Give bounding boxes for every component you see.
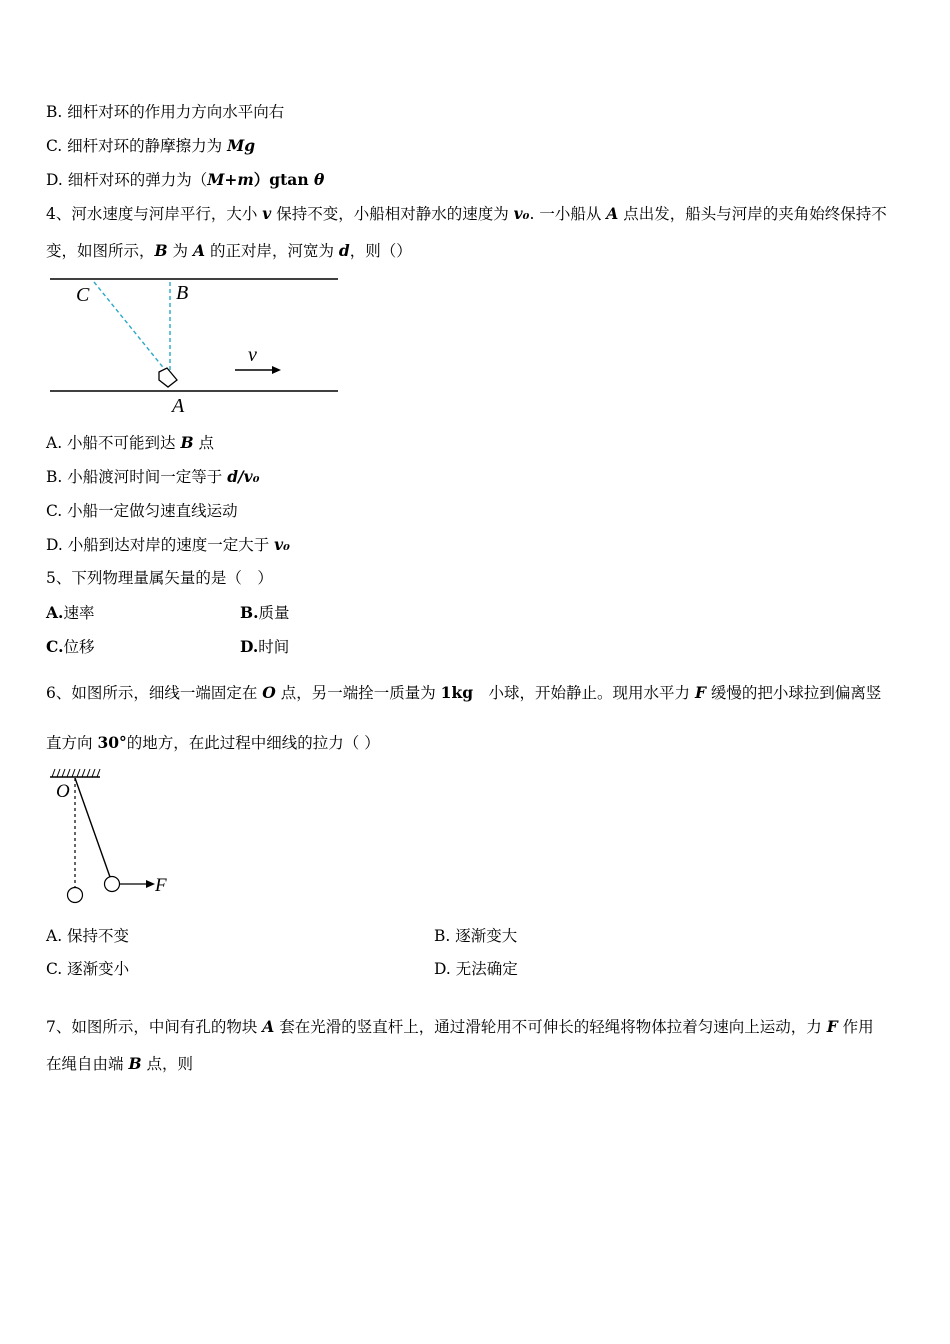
q4-option-b-var: d/v₀ bbox=[227, 467, 260, 486]
q6-stem-line2 bbox=[46, 733, 380, 753]
q4-option-d-text: D. 小船到达对岸的速度一定大于 bbox=[46, 536, 275, 554]
q6-angle: 30° bbox=[97, 733, 127, 752]
q4-stem-line1 bbox=[46, 204, 887, 224]
q3-option-c-text: C. 细杆对环的静摩擦力为 bbox=[46, 137, 228, 155]
q4-option-c bbox=[46, 501, 238, 521]
boat-icon bbox=[159, 368, 177, 387]
q4-text: ，则（） bbox=[349, 242, 412, 260]
q6-text: 直方向 bbox=[46, 734, 98, 752]
q3-option-d-var: M+m bbox=[207, 170, 254, 189]
q4-option-a bbox=[46, 433, 214, 453]
q4-var-a: A bbox=[606, 204, 619, 223]
q3-option-d-mid: ）g bbox=[253, 170, 281, 189]
q6-option-d bbox=[434, 959, 518, 979]
q4-text: 点出发，船头与河岸的夹角始终保持不 bbox=[618, 205, 887, 223]
q7-var-a: A bbox=[262, 1017, 275, 1036]
q5-option-a-label: A. bbox=[46, 603, 64, 622]
initial-ball bbox=[68, 888, 83, 903]
label-c: C bbox=[76, 284, 90, 306]
q7-var-b: B bbox=[128, 1054, 142, 1073]
q4-var-b: B bbox=[154, 241, 168, 260]
q6-option-b bbox=[434, 926, 517, 946]
q4-option-d bbox=[46, 535, 290, 555]
q4-var-a: A bbox=[192, 241, 206, 260]
q4-option-b-text: B. 小船渡河时间一定等于 bbox=[46, 468, 228, 486]
q6-text: 小球，开始静止。现用水平力 bbox=[473, 684, 695, 702]
label-a: A bbox=[172, 395, 185, 417]
q4-var-v: v bbox=[262, 204, 272, 223]
label-v: v bbox=[248, 344, 257, 366]
ceiling-hatching bbox=[52, 769, 100, 777]
q5-option-b-label: B. bbox=[240, 603, 259, 622]
q6-text: 的地方，在此过程中细线的拉力（ ） bbox=[126, 734, 380, 752]
q7-text: 7、如图所示，中间有孔的物块 bbox=[46, 1018, 263, 1036]
q5-stem-text: 5、下列物理量属矢量的是（ ） bbox=[46, 569, 273, 587]
q6-option-c-text: C. 逐渐变小 bbox=[46, 960, 130, 978]
q6-var-o: O bbox=[262, 683, 276, 702]
label-o: O bbox=[56, 781, 70, 802]
q6-mass: 1kg bbox=[440, 683, 474, 702]
q5-option-b bbox=[240, 603, 290, 623]
q4-text: 为 bbox=[167, 242, 193, 260]
q5-option-d bbox=[240, 637, 289, 657]
q7-text: 点，则 bbox=[141, 1055, 193, 1073]
q3-option-c-var: Mg bbox=[227, 136, 256, 155]
q4-text: 4、河水速度与河岸平行，大小 bbox=[46, 205, 263, 223]
q5-option-c-text: 位移 bbox=[63, 638, 95, 656]
force-arrow-head bbox=[146, 880, 155, 888]
q5-option-d-text: 时间 bbox=[258, 638, 290, 656]
q3-option-d-text: D. 细杆对环的弹力为（ bbox=[46, 171, 208, 189]
q6-pendulum-figure bbox=[44, 764, 184, 908]
q5-option-b-text: 质量 bbox=[258, 604, 290, 622]
q4-option-a-suffix: 点 bbox=[193, 434, 215, 452]
q4-option-b bbox=[46, 467, 259, 487]
q4-text: 保持不变，小船相对静水的速度为 bbox=[271, 205, 514, 223]
q6-option-a bbox=[46, 926, 129, 946]
q5-option-c-label: C. bbox=[46, 637, 64, 656]
q4-stem-line2 bbox=[46, 241, 412, 261]
q4-text: 变，如图所示， bbox=[46, 242, 155, 260]
q3-option-b bbox=[46, 102, 284, 122]
q7-text: 在绳自由端 bbox=[46, 1055, 129, 1073]
q5-option-c bbox=[46, 637, 94, 657]
q7-var-f: F bbox=[826, 1017, 838, 1036]
q5-option-a bbox=[46, 603, 94, 623]
q6-text: 6、如图所示，细线一端固定在 bbox=[46, 684, 263, 702]
dashed-line-to-c bbox=[94, 282, 166, 371]
pulled-ball bbox=[105, 877, 120, 892]
q3-option-b-text: B. 细杆对环的作用力方向水平向右 bbox=[46, 103, 285, 121]
q4-var-d: d bbox=[338, 241, 350, 260]
q4-text: 的正对岸，河宽为 bbox=[205, 242, 339, 260]
q6-text: 缓慢的把小球拉到偏离竖 bbox=[706, 684, 882, 702]
q7-text: 套在光滑的竖直杆上，通过滑轮用不可伸长的轻绳将物体拉着匀速向上运动，力 bbox=[274, 1018, 827, 1036]
q4-river-figure bbox=[46, 268, 346, 420]
q6-option-c bbox=[46, 959, 129, 979]
q5-option-d-label: D. bbox=[240, 637, 259, 656]
q4-option-a-text: A. 小船不可能到达 bbox=[46, 434, 181, 452]
label-f: F bbox=[155, 875, 167, 896]
q4-var-v0: v₀ bbox=[513, 204, 530, 223]
q7-stem-line2 bbox=[46, 1054, 193, 1074]
q6-var-f: F bbox=[694, 683, 706, 702]
q4-text: . 一小船从 bbox=[529, 205, 607, 223]
q4-option-d-var: v₀ bbox=[274, 535, 290, 554]
label-b: B bbox=[176, 282, 189, 304]
q5-stem bbox=[46, 568, 273, 588]
q7-stem-line1 bbox=[46, 1017, 874, 1037]
q3-option-d bbox=[46, 170, 324, 190]
q6-text: 点，另一端拴一质量为 bbox=[275, 684, 441, 702]
velocity-arrow-head bbox=[272, 366, 281, 374]
q7-text: 作用 bbox=[837, 1018, 874, 1036]
q4-option-a-var: B bbox=[180, 433, 194, 452]
q6-option-d-text: D. 无法确定 bbox=[434, 960, 518, 978]
q6-stem-line1 bbox=[46, 683, 881, 703]
q5-option-a-text: 速率 bbox=[63, 604, 95, 622]
q3-option-c bbox=[46, 136, 255, 156]
q3-option-d-tan: tan bbox=[280, 170, 314, 189]
q6-option-a-text: A. 保持不变 bbox=[46, 927, 130, 945]
deflected-string bbox=[75, 778, 110, 877]
q4-option-c-text: C. 小船一定做匀速直线运动 bbox=[46, 502, 238, 520]
q3-option-d-theta: θ bbox=[314, 170, 325, 189]
q6-option-b-text: B. 逐渐变大 bbox=[434, 927, 518, 945]
